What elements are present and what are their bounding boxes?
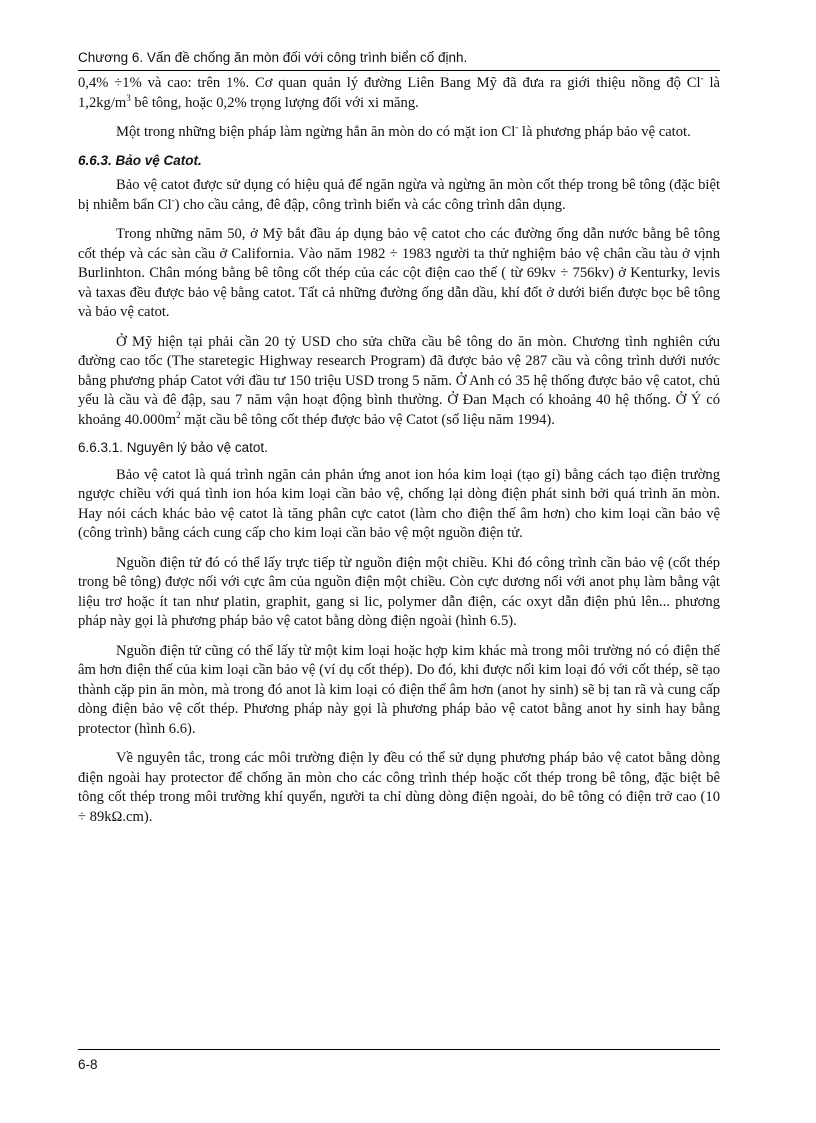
paragraph-4: Trong những năm 50, ở Mỹ bắt đầu áp dụng bảo vệ catot cho các đường ống dẫn nước bằng bê tông cốt thép và các sàn cầu ở California. Vào năm 1982 ÷ 1983 người ta thử nghiệm bảo vệ chân cầu tàu ở vịnh Burlinhton. Chân móng bằng bê tông cốt thép của các cột điện cao thế ( từ 69kv ÷ 756kv) ở Kenturky, levis và taxas đều được bảo vệ bằng catot. Tất cả những đường ống dẫn dầu, khí đốt ở dưới biển được bọc bê tông và bảo vệ catot.: [78, 226, 720, 320]
page-number: 6-8: [78, 1057, 98, 1072]
paragraph-3: [78, 176, 720, 215]
paragraph-8: Nguồn điện tử cũng có thể lấy từ một kim loại hoặc hợp kim khác mà trong môi trường nó có điện thế âm hơn điện thế của kim loại cần bảo vệ (ví dụ cốt thép). Do đó, khi được nối kim loại đó với cốt thép, sẽ tạo thành cặp pin ăn mòn, mà trong đó anot là kim loại có điện thế âm hơn (anot hy sinh) sẽ bị tan rã và cung cấp dòng điện bảo vệ cốt thép. Phương pháp này gọi là phương pháp bảo vệ catot bằng anot hy sinh hay bằng protector (hình 6.6).: [78, 642, 720, 737]
paragraph-5: [78, 333, 720, 431]
p3-superscript: -: [171, 194, 175, 205]
p5-text-b: mặt cầu bê tông cốt thép được bảo vệ Catot (số liệu năm 1994).: [180, 411, 555, 428]
p2-text-a: Một trong những biện pháp làm ngừng hẳn ăn mòn do có mặt ion Cl: [116, 124, 516, 140]
p1-text-c: bê tông, hoặc 0,2% trọng lượng đối với xi măng.: [130, 94, 419, 111]
p1-text-a: 0,4% ÷1% và cao: trên 1%. Cơ quan quản lý đường Liên Bang Mỹ đã đưa ra giới thiệu nồng độ Cl: [78, 75, 701, 91]
p1-superscript-1: -: [700, 73, 704, 84]
p2-text-b: là phương pháp bảo vệ catot.: [518, 124, 691, 140]
paragraph-7: Nguồn điện tử đó có thể lấy trực tiếp từ nguồn điện một chiều. Khi đó công trình cần bảo vệ (cốt thép trong bê tông) được nối với cực âm của nguồn điện một chiều. Còn cực dương nối với anot phụ làm bằng vật liệu trơ hoặc ít tan như platin, graphit, gang si lic, polymer dẫn điện, các oxyt dẫn điện phủ lên... phương pháp này gọi là phương pháp bảo vệ catot bằng dòng điện ngoài (hình 6.5).: [78, 554, 720, 629]
p3-text-b: ) cho cầu cảng, đê đập, công trình biển và các công trình dân dụng.: [174, 196, 566, 213]
paragraph-2: [78, 123, 720, 143]
header-divider: [78, 70, 720, 71]
page-body: [78, 74, 720, 837]
paragraph-9: Về nguyên tắc, trong các môi trường điện ly đều có thể sử dụng phương pháp bảo vệ catot bằng dòng điện ngoài hay protector để chống ăn mòn cho các công trình thép hoặc cốt thép trong bê tông, đặc biệt bê tông cốt thép trong môi trường khí quyển, người ta chỉ dùng dòng điện ngoài, do bê tông có điện trở cao (10 ÷ 89kΩ.cm).: [78, 750, 720, 825]
p2-superscript: -: [515, 122, 519, 133]
p1-text-b: là 1,2kg/m: [78, 75, 720, 111]
p3-text-a: Bảo vệ catot được sử dụng có hiệu quả để ngăn ngừa và ngừng ăn mòn cốt thép trong bê tông (đặc biệt bị nhiễm bẩn Cl: [78, 177, 720, 213]
running-header: Chương 6. Vấn đề chống ăn mòn đối với công trình biển cố định.: [78, 50, 468, 65]
section-heading-6-6-3-1: 6.6.3.1. Nguyên lý bảo vệ catot.: [78, 440, 268, 455]
footer-divider: [78, 1049, 720, 1050]
section-heading-6-6-3: 6.6.3. Bảo vệ Catot.: [78, 152, 202, 168]
paragraph-6: Bảo vệ catot là quá trình ngăn cản phản ứng anot ion hóa kim loại (tạo gỉ) bằng cách tạo điện trường ngược chiều với quá tình ion hóa kim loại cần bảo vệ, chống lại dòng điện phát sinh bởi quá trình ăn mòn. Hay nói cách khác bảo vệ catot là tăng phân cực catot (làm cho điện thế âm hơn) cho kim loại cần bảo vệ (công trình) bằng cách cung cấp cho kim loại cần bảo vệ một nguồn điện tử.: [78, 466, 720, 541]
p5-superscript: 2: [176, 409, 181, 420]
p1-superscript-2: 3: [126, 92, 131, 103]
paragraph-1: [78, 74, 720, 113]
p5-text-a: Ở Mỹ hiện tại phải cần 20 tỷ USD cho sửa chữa cầu bê tông do ăn mòn. Chương tình nghiên cứu đường cao tốc (The staretegic Highway research Program) đã được bảo vệ 287 cầu và công trình dưới nước bằng phương pháp Catot với đầu tư 150 triệu USD trong 5 năm. Ở Anh có 35 hệ thống được bảo vệ catot, chủ yếu là cầu và đê đập, sau 7 năm vận hoạt động bình thường. Ở Đan Mạch có khoảng 40 hệ thống. Ở Ý có khoảng 40.000m: [78, 333, 720, 428]
